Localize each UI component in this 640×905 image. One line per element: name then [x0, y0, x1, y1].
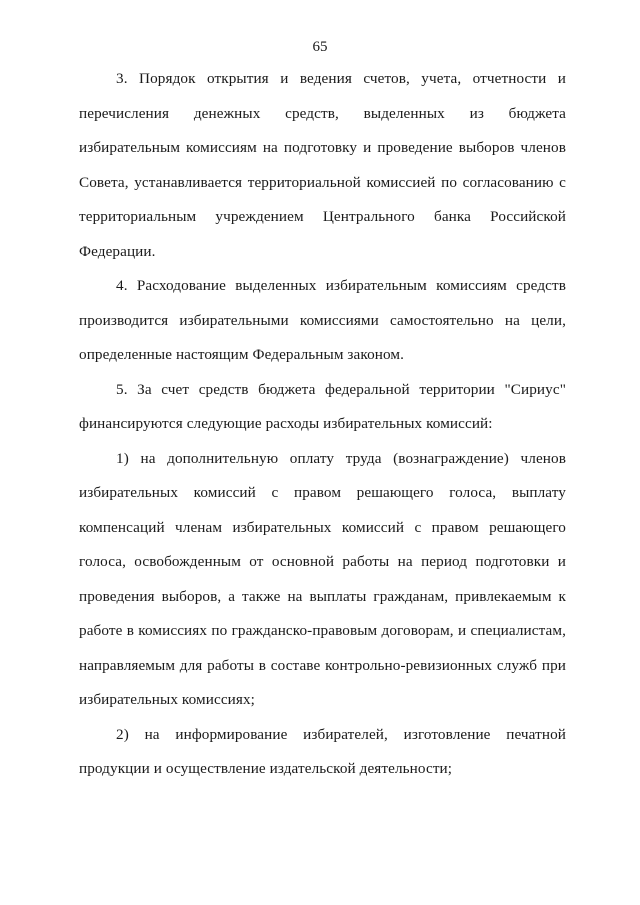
paragraph-5: 5. За счет средств бюджета федеральной территории "Сириус" финансируются следующие расходы избирательных комиссий: [79, 380, 566, 432]
list-item-1: 1) на дополнительную оплату труда (вознаграждение) членов избирательных комиссий с правом решающего голоса, выплату компенсаций членам избирательных комиссий с правом решающего голоса, освобожденным от основной работы на период подготовки и проведения выборов, а также на выплаты гражданам, привлекаемым к работе в комиссиях по гражданско-правовым договорам, и специалистам, направляемым для работы в составе контрольно-ревизионных служб при избирательных комиссиях; [79, 449, 566, 708]
page-number: 65 [312, 39, 328, 55]
document-body [79, 62, 566, 787]
list-item-2: 2) на информирование избирателей, изготовление печатной продукции и осуществление издательской деятельности; [79, 725, 566, 777]
paragraph-3: 3. Порядок открытия и ведения счетов, учета, отчетности и перечисления денежных средств, выделенных из бюджета избирательным комиссиям на подготовку и проведение выборов членов Совета, устанавливается территориальной комиссией по согласованию с территориальным учреждением Центрального банка Российской Федерации. [79, 70, 566, 260]
paragraph-4: 4. Расходование выделенных избирательным комиссиям средств производится избирательными комиссиями самостоятельно на цели, определенные настоящим Федеральным законом. [79, 277, 566, 363]
